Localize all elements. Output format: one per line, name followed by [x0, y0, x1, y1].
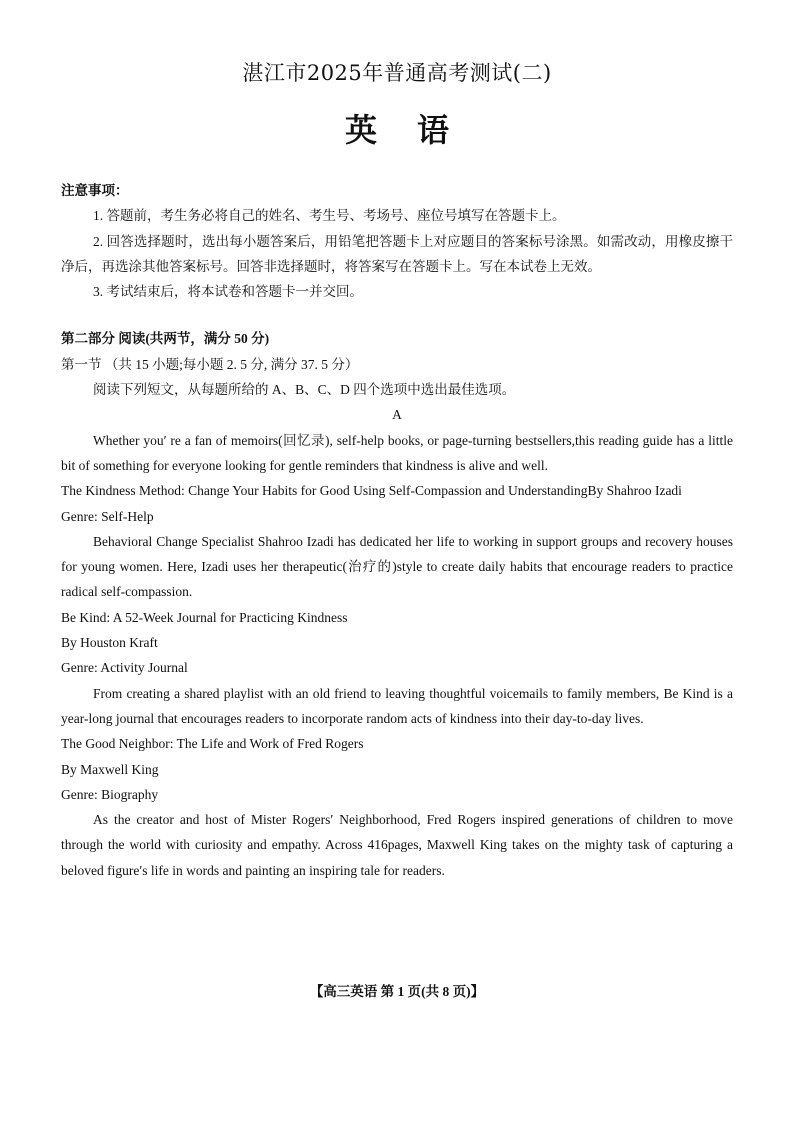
- notice-item: 1. 答题前，考生务必将自己的姓名、考生号、考场号、座位号填写在答题卡上。: [93, 208, 566, 224]
- book-author: By Houston Kraft: [61, 635, 158, 651]
- subject-char: 语: [417, 111, 450, 149]
- part-heading: 第二部分 阅读(共两节，满分 50 分): [61, 331, 270, 347]
- book-title: The Good Neighbor: The Life and Work of Fred Rogers: [61, 736, 364, 752]
- book-genre: Genre: Activity Journal: [61, 660, 188, 676]
- spacer: [61, 304, 733, 326]
- book-description: From creating a shared playlist with an old friend to leaving thoughtful voicemails to family members, Be Kind is a year-long journal that encourages readers to incorporate random acts of kindness into their day-to-day lives.: [61, 685, 733, 726]
- book-author: By Maxwell King: [61, 761, 159, 777]
- section-heading: 第一节 （共 15 小题;每小题 2. 5 分, 满分 37. 5 分）: [61, 356, 359, 372]
- notice-item: 2. 回答选择题时，选出每小题答案后，用铅笔把答题卡上对应题目的答案标号涂黑。如需改动，用橡皮擦干净后，再选涂其他答案标号。回答非选择题时，将答案写在答题卡上。写在本试卷上无效。: [61, 233, 733, 274]
- book-genre: Genre: Self-Help: [61, 508, 154, 524]
- passage-intro: Whether you′ re a fan of memoirs(回忆录), self-help books, or page-turning bestsellers,this reading guide has a little bit of something for everyone looking for gentle reminders that kindness is alive and well.: [61, 432, 733, 473]
- instruction: 阅读下列短文，从每题所给的 A、B、C、D 四个选项中选出最佳选项。: [93, 382, 516, 398]
- notice-heading: 注意事项：: [61, 183, 129, 198]
- subject-title: [0, 105, 794, 151]
- book-description: Behavioral Change Specialist Shahroo Izadi has dedicated her life to working in support groups and recovery houses for young women. Here, Izadi uses her therapeutic(治疗的)style to create daily habits that encourage readers to practice radical self-compassion.: [61, 533, 733, 600]
- subject-char: 英: [344, 111, 377, 149]
- passage-label: A: [392, 407, 402, 423]
- exam-title: 湛江市2025年普通高考测试(二): [242, 61, 552, 85]
- book-genre: Genre: Biography: [61, 786, 159, 802]
- notice-item: 3. 考试结束后，将本试卷和答题卡一并交回。: [93, 284, 363, 300]
- book-description: As the creator and host of Mister Rogers′ Neighborhood, Fred Rogers inspired generations of children to move through the world with curiosity and empathy. Across 416pages, Maxwell King takes on the mighty task of capturing a beloved figure′s life in words and painting an inspiring tale for readers.: [61, 812, 733, 878]
- page-content: [61, 178, 733, 883]
- book-title: Be Kind: A 52-Week Journal for Practicing Kindness: [61, 609, 348, 625]
- page-footer: 【高三英语 第 1 页(共 8 页)】: [309, 984, 485, 999]
- book-title: The Kindness Method: Change Your Habits for Good Using Self-Compassion and UnderstandingBy Shahroo Izadi: [61, 483, 682, 499]
